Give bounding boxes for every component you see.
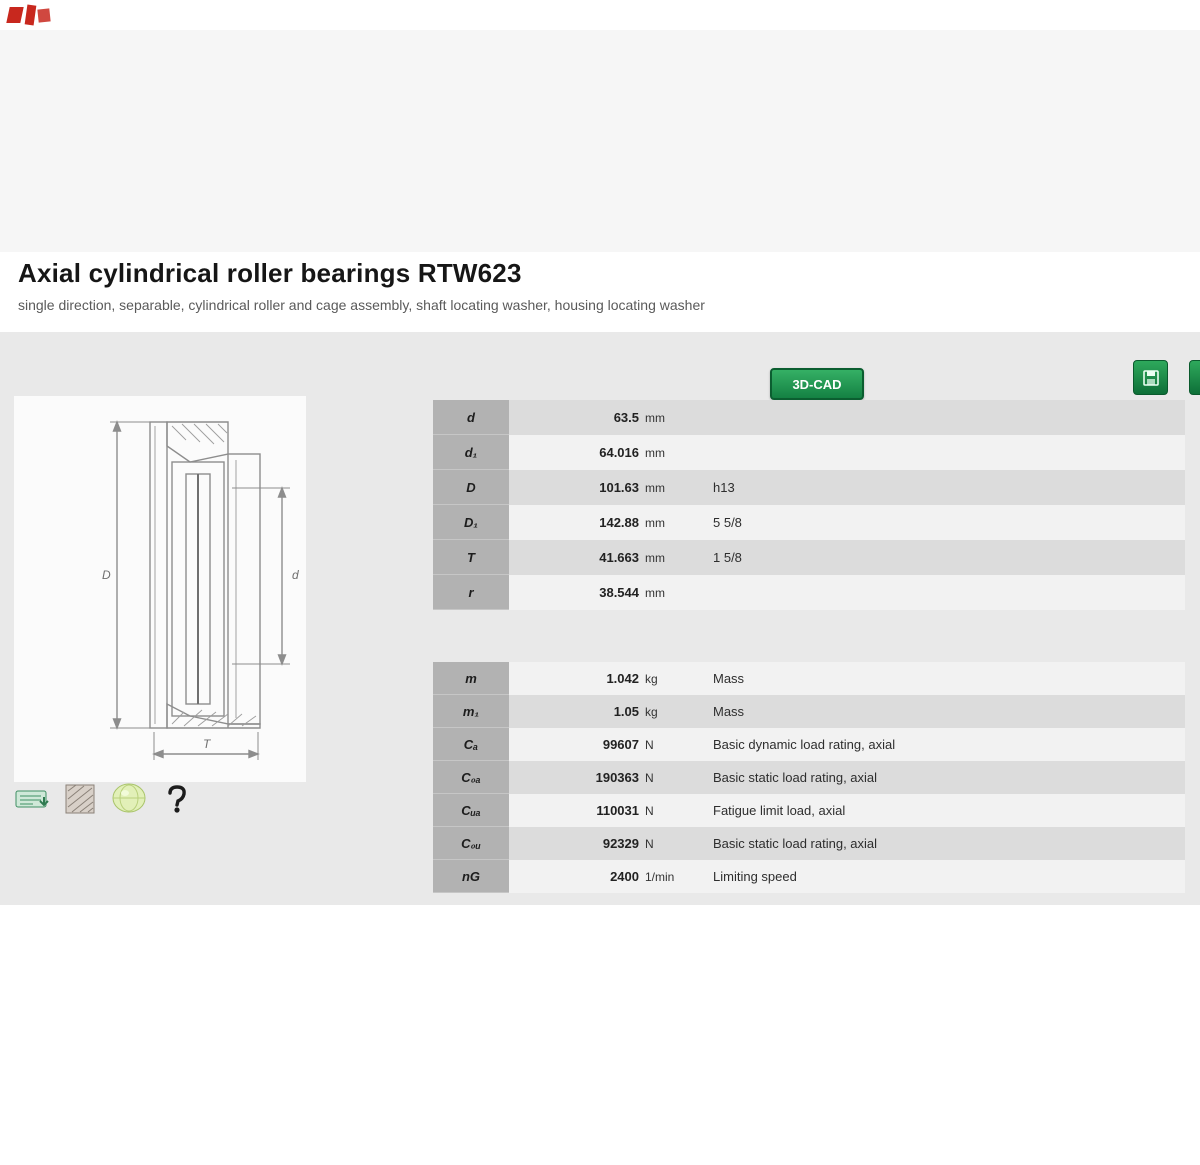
dim-label: D (433, 470, 509, 505)
dim-label: T (433, 540, 509, 575)
perf-unit: N (645, 803, 654, 818)
dim-label: r (433, 575, 509, 610)
dim-label: D₁ (433, 505, 509, 540)
upper-background-band (0, 30, 1200, 252)
performance-table (433, 662, 1185, 893)
dim-unit: mm (645, 585, 665, 600)
dim-note (697, 435, 1185, 470)
perf-value: 92329 (602, 836, 639, 851)
perf-value: 110031 (596, 803, 639, 818)
dim-label-width: T (203, 737, 211, 751)
section-hatch-icon[interactable] (62, 782, 100, 816)
table-row (433, 540, 1185, 575)
perf-unit: N (645, 836, 654, 851)
table-row (433, 575, 1185, 610)
dim-value: 64.016 (599, 445, 639, 460)
dim-unit: mm (645, 550, 665, 565)
save-icon[interactable] (1133, 360, 1168, 395)
page-subtitle: single direction, separable, cylindrical roller and cage assembly, shaft locating washer, housing locating washer (18, 297, 705, 313)
dim-note (697, 400, 1185, 435)
perf-note: Mass (713, 671, 745, 686)
perf-label: Cᵤₐ (433, 794, 509, 827)
perf-unit: kg (645, 671, 658, 686)
perf-label: C₀ₐ (433, 761, 509, 794)
dim-note (697, 575, 1185, 610)
perf-label: m (433, 662, 509, 695)
dim-unit: mm (645, 515, 665, 530)
dim-label-outer: D (102, 568, 111, 582)
perf-note: Basic dynamic load rating, axial (713, 737, 896, 752)
diagram-icon-row (14, 778, 204, 820)
dim-value: 142.88 (599, 515, 639, 530)
dim-label: d (433, 400, 509, 435)
print-icon[interactable] (1189, 360, 1200, 395)
table-row (433, 505, 1185, 540)
cad-download-button[interactable]: 3D-CAD (770, 368, 864, 400)
dim-value: 41.663 (599, 550, 639, 565)
dim-value: 38.544 (599, 585, 639, 600)
dim-value: 101.63 (599, 480, 639, 495)
dim-value: 63.5 (613, 410, 639, 425)
bearing-cross-section-diagram (14, 396, 306, 782)
dim-label-inner: d (292, 568, 299, 582)
perf-unit: kg (645, 704, 658, 719)
perf-label: C₀ᵤ (433, 827, 509, 860)
table-row (433, 435, 1185, 470)
dim-unit: mm (645, 480, 665, 495)
perf-note: Basic static load rating, axial (713, 836, 878, 851)
table-row (433, 728, 1185, 761)
perf-label: Cₐ (433, 728, 509, 761)
perf-value: 2400 (610, 869, 639, 884)
table-row (433, 662, 1185, 695)
perf-note: Limiting speed (713, 869, 797, 884)
perf-value: 190363 (595, 770, 639, 785)
dim-note: 5 5/8 (713, 515, 742, 530)
3d-view-icon[interactable] (110, 782, 148, 816)
dim-note: 1 5/8 (713, 550, 742, 565)
perf-unit: N (645, 737, 654, 752)
page-title: Axial cylindrical roller bearings RTW623 (18, 258, 522, 288)
table-row (433, 827, 1185, 860)
dim-unit: mm (645, 410, 665, 425)
dim-unit: mm (645, 445, 665, 460)
title-block (18, 258, 918, 313)
perf-note: Fatigue limit load, axial (713, 803, 846, 818)
dim-note: h13 (713, 480, 735, 495)
perf-note: Mass (713, 704, 745, 719)
table-row (433, 400, 1185, 435)
perf-label: nG (433, 860, 509, 893)
perf-note: Basic static load rating, axial (713, 770, 878, 785)
floppy-save-icon (1142, 369, 1160, 387)
drawing-download-icon[interactable] (14, 782, 52, 816)
perf-value: 1.042 (606, 671, 639, 686)
perf-unit: N (645, 770, 654, 785)
perf-label: m₁ (433, 695, 509, 728)
perf-value: 99607 (602, 737, 639, 752)
table-row (433, 860, 1185, 893)
perf-unit: 1/min (645, 869, 675, 884)
table-row (433, 695, 1185, 728)
table-row (433, 794, 1185, 827)
table-row (433, 470, 1185, 505)
dimension-table (433, 400, 1185, 610)
dim-label: d₁ (433, 435, 509, 470)
perf-value: 1.05 (613, 704, 639, 719)
brand-mark (8, 5, 54, 29)
table-row (433, 761, 1185, 794)
help-icon[interactable] (158, 782, 196, 816)
